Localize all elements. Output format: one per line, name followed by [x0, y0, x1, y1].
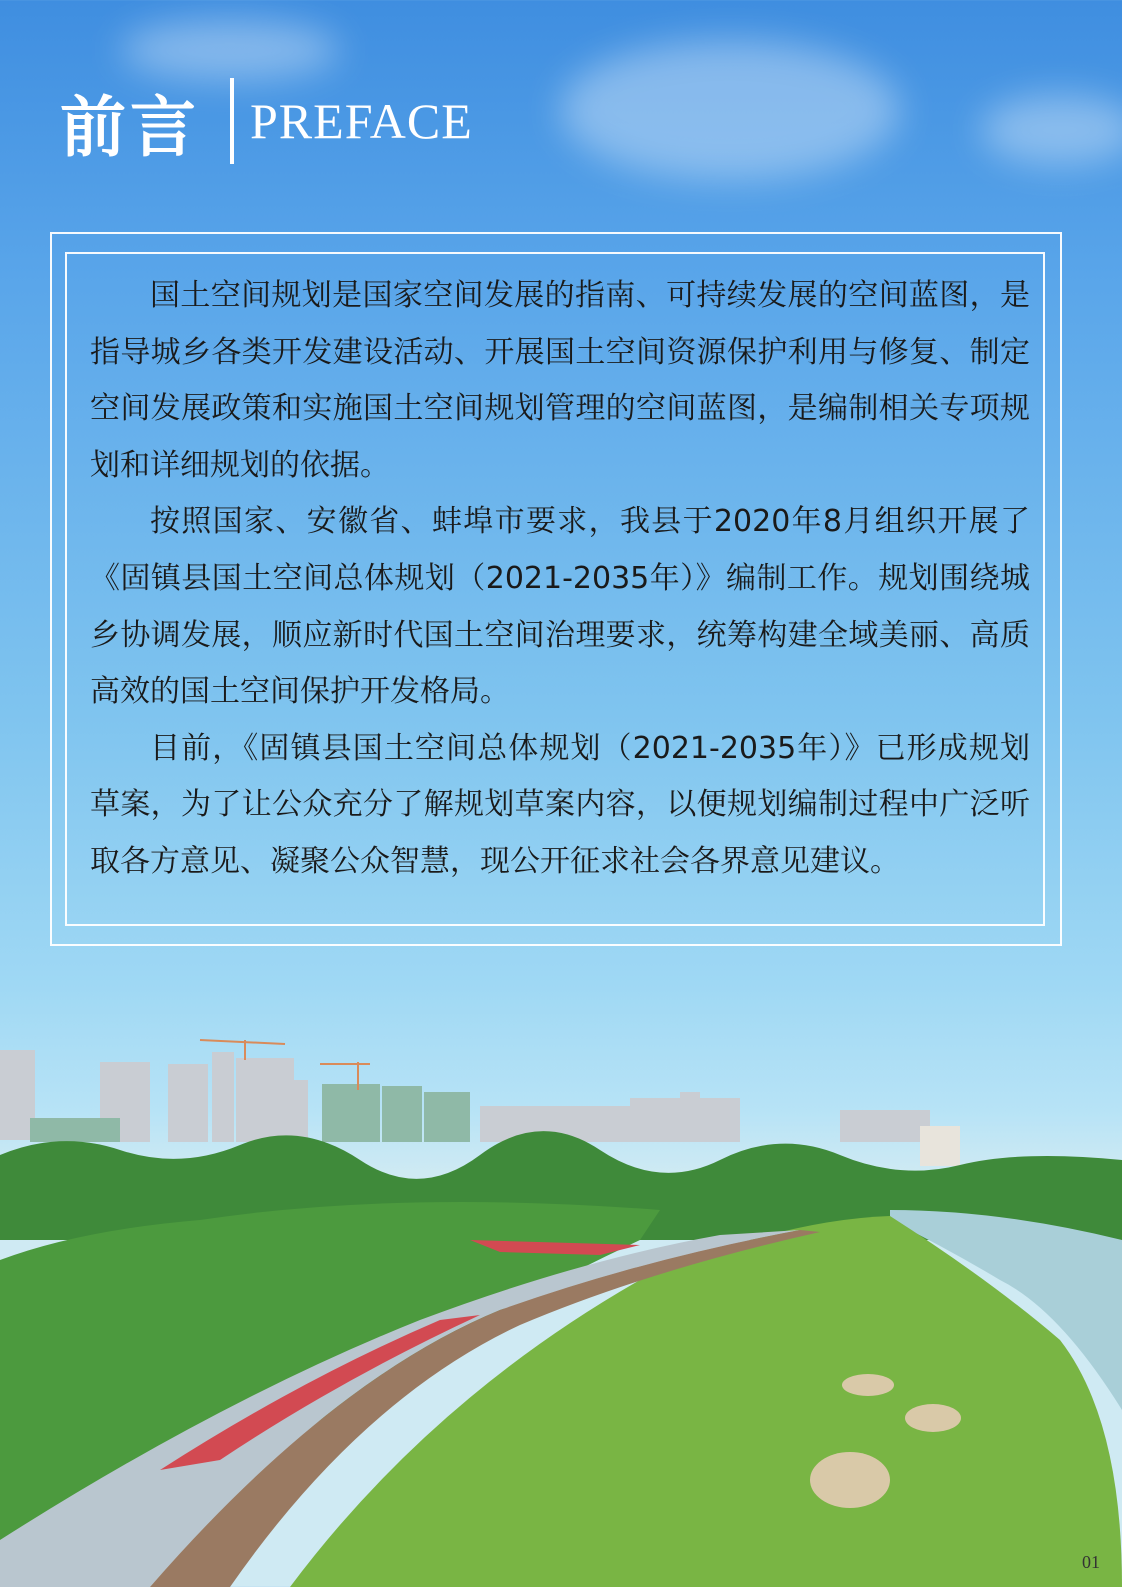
landscape-photo [0, 980, 1122, 1587]
preface-paragraph: 按照国家、安徽省、蚌埠市要求，我县于2020年8月组织开展了《固镇县国土空间总体规划（2021-2035年）》编制工作。规划围绕城乡协调发展，顺应新时代国土空间治理要求，统筹构建全域美丽、高质高效的国土空间保护开发格局。 [90, 504, 1030, 710]
preface-body [90, 268, 1030, 891]
title-divider [230, 78, 234, 164]
page-number: 01 [1082, 1552, 1100, 1572]
preface-paragraph: 目前，《固镇县国土空间总体规划（2021-2035年）》已形成规划草案，为了让公众充分了解规划草案内容，以便规划编制过程中广泛听取各方意见、凝聚公众智慧，现公开征求社会各界意见建议。 [90, 730, 1030, 879]
rock [810, 1452, 890, 1508]
cloud [560, 40, 900, 180]
cloud [980, 95, 1122, 165]
rock [842, 1374, 894, 1396]
page-title-english: PREFACE [250, 93, 473, 149]
rock [905, 1404, 961, 1432]
cloud [120, 20, 340, 80]
water-gate-building [920, 1126, 960, 1166]
page-header [60, 78, 473, 164]
page-title: 前言 [60, 88, 200, 166]
preface-paragraph: 国土空间规划是国家空间发展的指南、可持续发展的空间蓝图，是指导城乡各类开发建设活动、开展国土空间资源保护利用与修复、制定空间发展政策和实施国土空间规划管理的空间蓝图，是编制相关专项规划和详细规划的依据。 [90, 278, 1030, 483]
